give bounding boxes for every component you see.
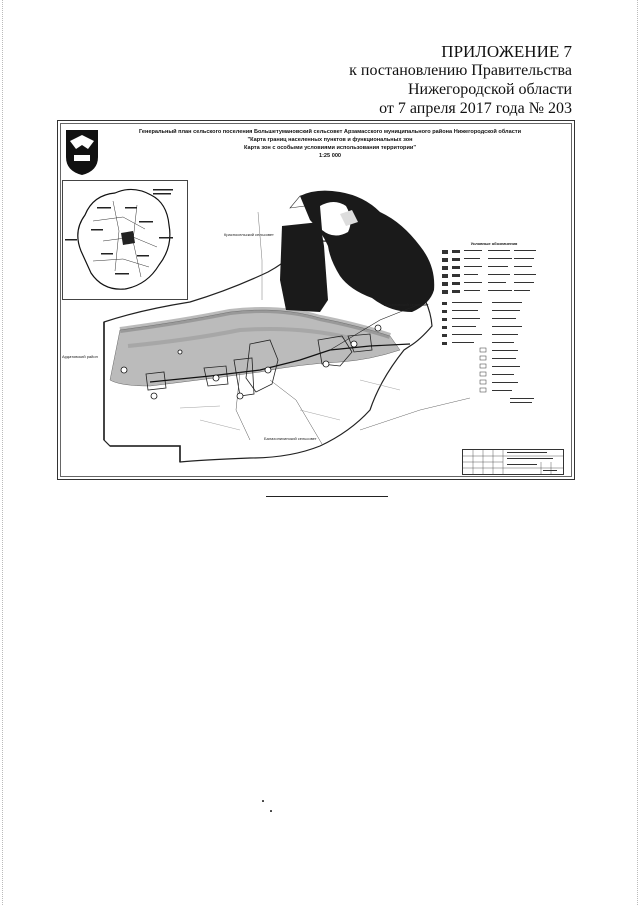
label-north-area: Красносельский сельсовет <box>224 232 274 237</box>
map-title-line2: "Карта границ населенных пунктов и функциональных зон <box>247 137 413 143</box>
appendix-region: Нижегородской области <box>407 81 572 98</box>
map-legend <box>440 238 548 408</box>
forest-zone-west <box>280 222 328 312</box>
map-scale: 1:25 000 <box>318 153 342 159</box>
separator-line <box>266 496 388 497</box>
scan-speck <box>270 810 272 812</box>
scan-speck <box>262 800 264 802</box>
map-title-line3: Карта зон с особыми условиями использования территории" <box>243 145 416 151</box>
river-floodplain-zone <box>110 310 400 386</box>
map-title-line1: Генеральный план сельского поселения Большетумановский сельсовет Арзамасского муниципального района Нижегородской области <box>138 129 522 135</box>
title-block-stamp <box>462 449 564 475</box>
appendix-number: ПРИЛОЖЕНИЕ 7 <box>441 42 572 61</box>
appendix-date: от 7 апреля 2017 года № 203 <box>379 100 572 117</box>
label-south-area: Балахонихинский сельсовет <box>264 436 317 441</box>
legend-title: Условные обозначения <box>470 241 518 246</box>
appendix-resolution: к постановлению Правительства <box>349 62 572 79</box>
label-west-district: Ардатовский район <box>62 354 98 359</box>
label-east-area: Абрамовский сельсовет <box>384 302 429 307</box>
